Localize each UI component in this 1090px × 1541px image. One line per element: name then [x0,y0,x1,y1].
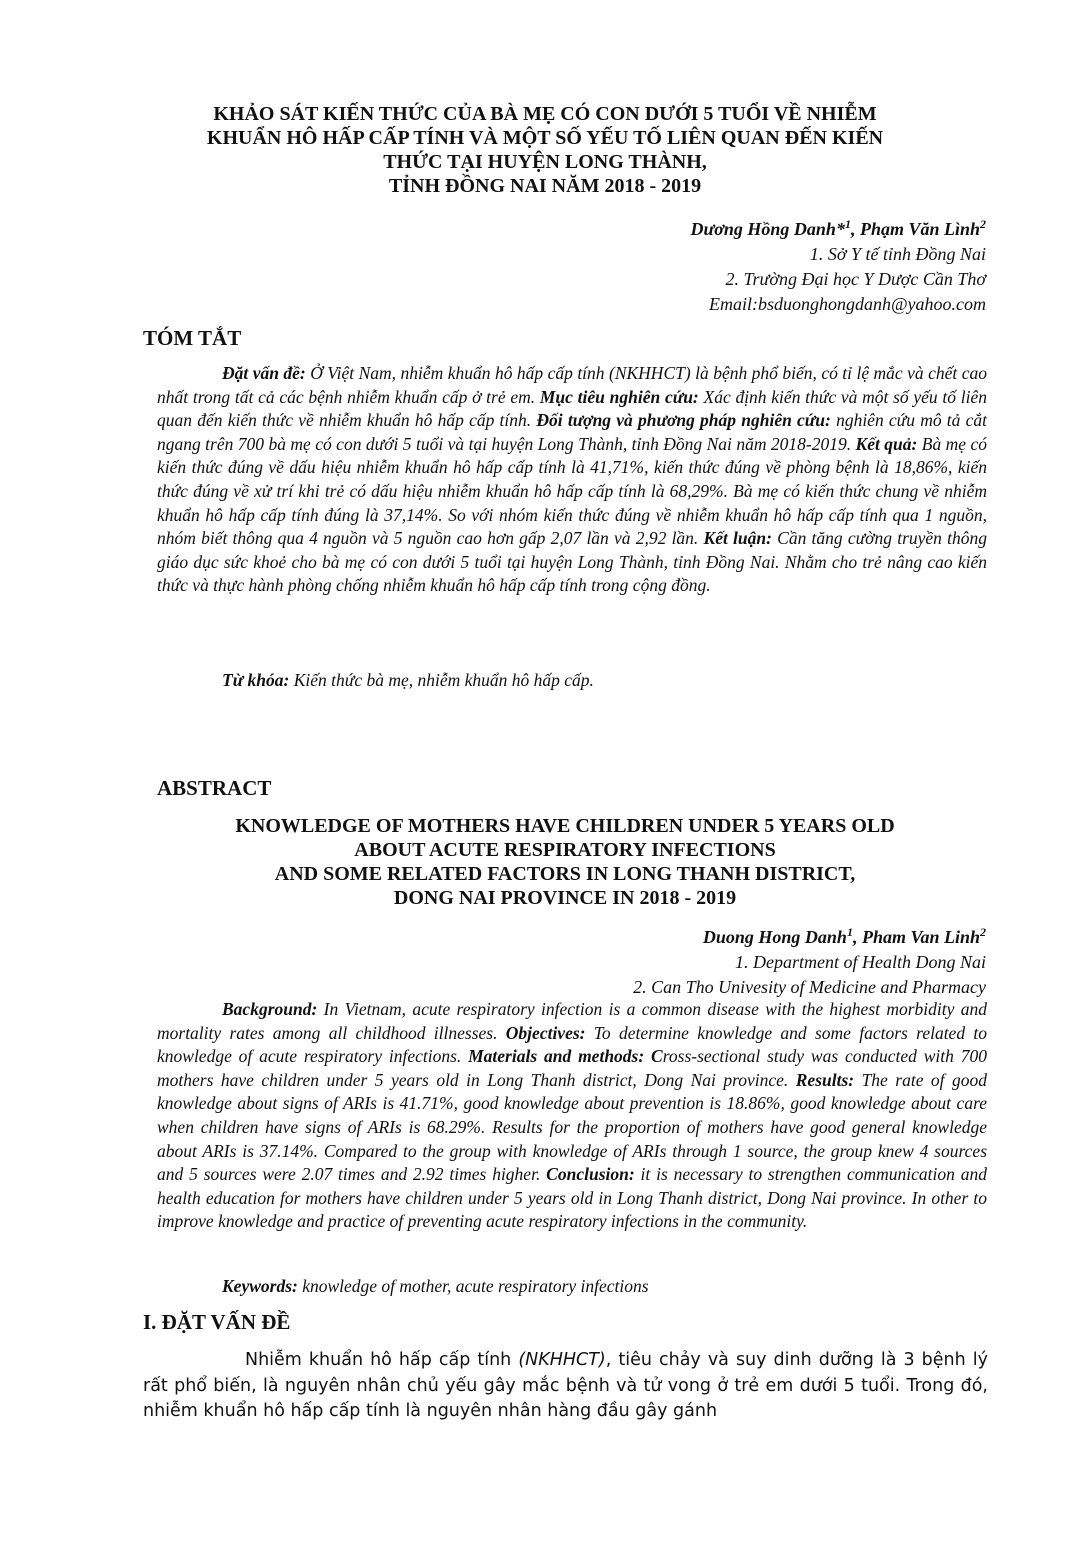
title-vn-line: TỈNH ĐỒNG NAI NĂM 2018 - 2019 [388,175,702,197]
keywords-vn [222,670,594,691]
affiliation-1: 1. Department of Health Dong Nai [735,952,986,972]
text-conclusion: it is necessary to strengthen communication and health education for mothers have children under 5 years old in Long Thanh district, Dong Nai province. In other to improve knowledge and practice of preventing acute respiratory infections in the community. [157,1164,987,1232]
label-conclusion: Kết luận: [703,528,772,549]
author-2: Pham Van Linh [861,927,980,947]
summary-paragraph [157,362,987,598]
section-1-text: Nhiễm khuẩn hô hấp cấp tính [245,1350,519,1370]
author-email: Email:bsduonghongdanh@yahoo.com [708,294,986,314]
paper-title-en [140,814,990,910]
title-en-line: AND SOME RELATED FACTORS IN LONG THANH DISTRICT, [274,863,856,885]
section-1-text: , tiêu chảy và suy dinh dưỡng là 3 bệnh lý rất phổ biến, là nguyên nhân chủ yếu gây mắc bệnh và tử vong ở trẻ em dưới 5 tuổi. Trong đó, nhiễm khuẩn hô hấp cấp tính là nguyên nhân hàng đầu gây gánh [143,1350,988,1421]
author-names-en [633,920,986,950]
label-objectives: Mục tiêu nghiên cứu: [539,386,699,407]
title-en-line: DONG NAI PROVINCE IN 2018 - 2019 [393,887,737,909]
author-1-affil: 1 [844,217,851,231]
author-separator: , [852,927,862,947]
affiliation-1: 1. Sở Y tế tỉnh Đồng Nai [809,244,986,264]
author-names-vn [690,212,986,242]
keywords-en [222,1276,649,1297]
abstract-heading: ABSTRACT [157,776,272,800]
label-objectives: Objectives: [505,1022,586,1043]
label-methods: Đối tượng và phương pháp nghiên cứu: [536,410,831,431]
label-background: Background: [222,999,318,1019]
keywords-label: Keywords: [222,1276,298,1296]
authors-block-vn [690,212,986,317]
text-background: Ở Việt Nam, nhiễm khuẩn hô hấp cấp tính (NKHHCT) là bệnh phổ biến, có tỉ lệ mắc và chết cao nhất trong tất cả các bệnh nhiễm khuẩn cấp ở trẻ em. [157,363,987,407]
author-1: Duong Hong Danh [702,927,847,947]
abstract-paragraph [157,998,987,1234]
affiliation-2: 2. Trường Đại học Y Dược Cần Thơ [725,269,986,289]
title-vn-line: KHẢO SÁT KIẾN THỨC CỦA BÀ MẸ CÓ CON DƯỚI 5 TUỔI VỀ NHIỄM [213,103,877,125]
text-results: Bà mẹ có kiến thức đúng về dấu hiệu nhiễm khuẩn hô hấp cấp tính là 41,71%, kiến thức đúng về phòng bệnh là 18,86%, kiến thức đúng về xử trí khi trẻ có dấu hiệu nhiễm khuẩn hô hấp cấp tính là 68,29%. Bà mẹ có kiến thức chung về nhiễm khuẩn hô hấp cấp tính đúng là 37,14%. So với nhóm kiến thức đúng về nhiễm khuẩn hô hấp cấp tính qua 1 nguồn, nhóm biết thông qua 4 nguồn và 5 nguồn cao hơn gấp 2,07 lần và 2,92 lần. [157,433,987,549]
label-methods: Materials and methods: C [468,1046,663,1067]
text-methods: nghiên cứu mô tả cắt ngang trên 700 bà mẹ có con dưới 5 tuổi và tại huyện Long Thành, tỉnh Đồng Nai năm 2018-2019. [157,410,987,454]
text-conclusion: Cần tăng cường truyền thông giáo dục sức khoẻ cho bà mẹ có con dưới 5 tuổi tại huyện Long Thành, tỉnh Đồng Nai. Nhằm cho trẻ nâng cao kiến thức và thực hành phòng chống nhiễm khuẩn hô hấp cấp tính trong cộng đồng. [157,528,987,596]
text-objectives: Xác định kiến thức và một số yếu tố liên quan đến kiến thức về nhiễm khuẩn hô hấp cấp tính. [157,386,987,431]
title-vn-line: KHUẨN HÔ HẤP CẤP TÍNH VÀ MỘT SỐ YẾU TỐ LIÊN QUAN ĐẾN KIẾN [206,127,884,149]
paper-title-vn [140,102,950,198]
title-en-line: KNOWLEDGE OF MOTHERS HAVE CHILDREN UNDER 5 YEARS OLD [235,815,895,837]
author-2: Phạm Văn Lình [859,219,980,239]
title-vn-line: THỨC TẠI HUYỆN LONG THÀNH, [383,151,707,173]
label-results: Results: [795,1069,855,1090]
authors-block-en [633,920,986,1000]
text-objectives: To determine knowledge and some factors related to knowledge of acute respiratory infections. [157,1022,987,1067]
author-1-affil: 1 [846,925,853,939]
label-background: Đặt vấn đề: [222,363,306,383]
author-separator: , [850,219,860,239]
text-methods: ross-sectional study was conducted with 700 mothers have children under 5 years old in Long Thanh district, Dong Nai province. [157,1046,987,1090]
affiliation-2: 2. Can Tho Univesity of Medicine and Pharmacy [633,977,986,997]
keywords-text: knowledge of mother, acute respiratory infections [297,1276,649,1296]
keywords-text: Kiến thức bà mẹ, nhiễm khuẩn hô hấp cấp. [289,670,594,690]
author-2-affil: 2 [980,925,986,939]
text-background: In Vietnam, acute respiratory infection is a common disease with the highest morbidity and mortality rates among all childhood illnesses. [157,999,987,1043]
section-1-heading: I. ĐẶT VẤN ĐỀ [143,1310,291,1334]
author-1: Dương Hồng Danh* [690,219,845,239]
keywords-label: Từ khóa: [222,670,290,690]
summary-heading: TÓM TẮT [143,326,242,350]
title-en-line: ABOUT ACUTE RESPIRATORY INFECTIONS [354,839,776,861]
section-1-paragraph [143,1348,988,1425]
label-results: Kết quả: [855,433,918,454]
section-1-abbrev: (NKHHCT) [518,1350,606,1370]
text-results: The rate of good knowledge about signs of ARIs is 41.71%, good knowledge about prevention is 18.86%, good knowledge about care when children have signs of ARIs is 68.29%. Results for the proportion of mothers have good general knowledge about ARIs is 37.14%. Compared to the group with knowledge of ARIs through 1 source, the group knew 4 sources and 5 sources were 2.07 times and 2.92 times higher. [157,1069,987,1185]
label-conclusion: Conclusion: [546,1164,635,1185]
author-2-affil: 2 [980,217,986,231]
